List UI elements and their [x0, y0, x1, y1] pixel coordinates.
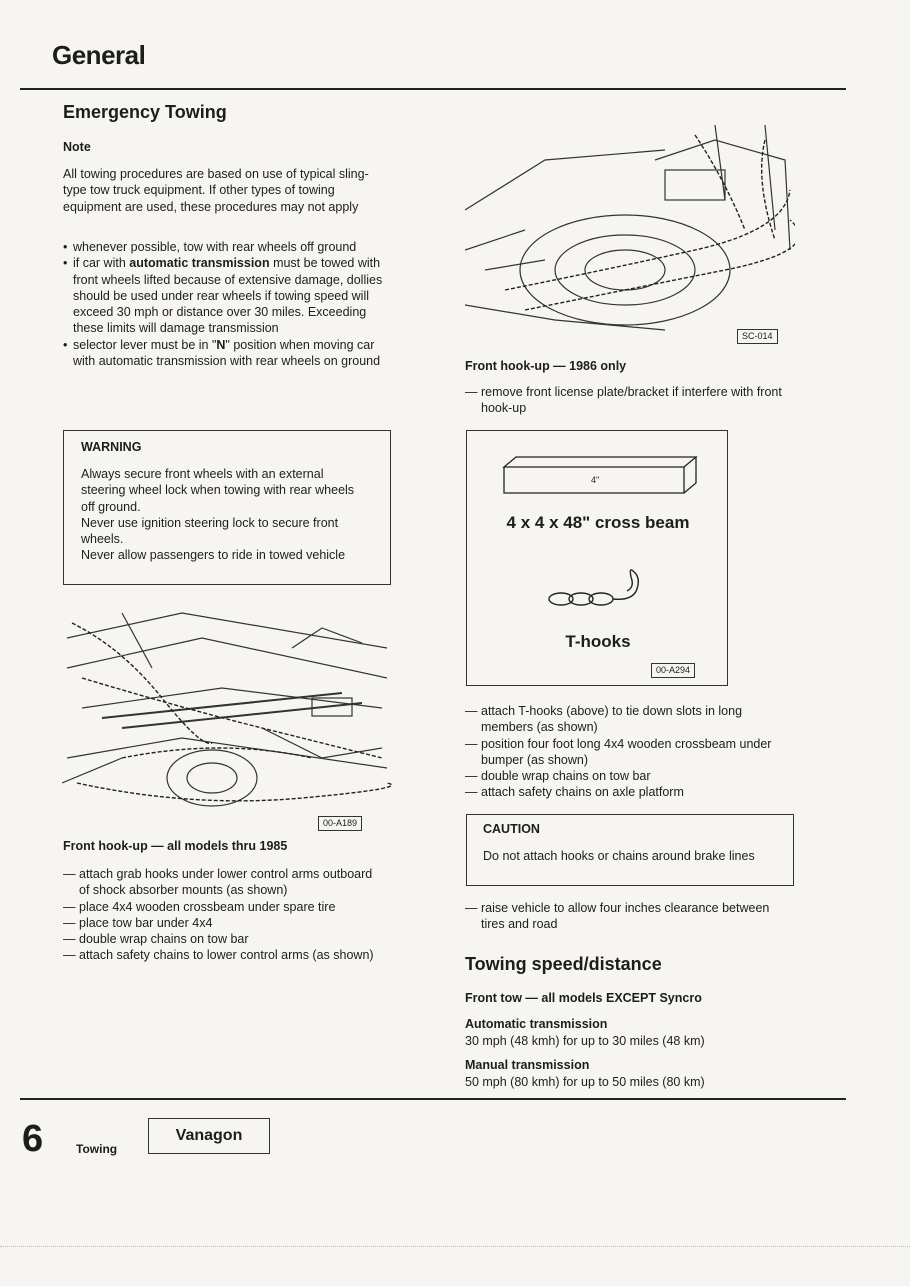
front-hookup-illustration	[62, 608, 392, 833]
figure-tag: SC-014	[737, 329, 778, 344]
figure-caption: Front hook-up — 1986 only	[465, 359, 627, 373]
equipment-box	[466, 430, 728, 686]
raise-step-list	[465, 900, 775, 933]
beam-dimension: 4"	[591, 475, 600, 485]
page-number: 6	[22, 1118, 44, 1160]
footer-divider	[20, 1098, 846, 1100]
warning-line: Always secure front wheels with an external steering wheel lock when towing with rear wheels off ground.	[81, 467, 355, 514]
towing-speed-heading: Towing speed/distance	[465, 954, 662, 974]
section-title: Emergency Towing	[63, 102, 227, 122]
list-item: — place 4x4 wooden crossbeam under spare tire	[63, 899, 383, 915]
hookup-steps-list	[63, 866, 383, 964]
hookup-1986-steps	[465, 384, 785, 417]
warning-line: Never use ignition steering lock to secure front wheels.	[81, 515, 339, 547]
note-heading: Note	[63, 140, 91, 154]
manual-transmission-heading: Manual transmission	[465, 1058, 590, 1072]
list-item: — double wrap chains on tow bar	[465, 768, 785, 784]
figure-caption: Front hook-up — all models thru 1985	[63, 839, 288, 853]
crossbeam-drawing	[500, 453, 700, 497]
list-item: • selector lever must be in "N" position when moving car with automatic transmission with rear wheels on ground	[63, 337, 388, 370]
note-text: All towing procedures are based on use of typical sling-type tow truck equipment. If other types of towing equipment are used, these procedures may not apply	[63, 167, 369, 214]
list-item: — attach safety chains to lower control arms (as shown)	[63, 947, 383, 963]
list-item: — raise vehicle to allow four inches clearance between tires and road	[465, 900, 775, 933]
warning-heading: WARNING	[81, 440, 142, 454]
warning-box	[63, 430, 391, 585]
list-item: — position four foot long 4x4 wooden crossbeam under bumper (as shown)	[465, 736, 785, 769]
list-item: • whenever possible, tow with rear wheels off ground	[63, 239, 388, 255]
caution-text: Do not attach hooks or chains around brake lines	[483, 849, 755, 863]
model-name: Vanagon	[148, 1118, 270, 1154]
footer-section-label: Towing	[76, 1142, 118, 1156]
warning-text	[81, 466, 371, 564]
chassis-chains-drawing	[62, 608, 392, 833]
auto-transmission-limit: 30 mph (48 kmh) for up to 30 miles (48 km)	[465, 1034, 705, 1048]
list-item: — attach T-hooks (above) to tie down slots in long members (as shown)	[465, 703, 785, 736]
list-item: — double wrap chains on tow bar	[63, 931, 383, 947]
list-item: — place tow bar under 4x4	[63, 915, 383, 931]
page-title: General	[52, 40, 146, 70]
list-item: — attach grab hooks under lower control arms outboard of shock absorber mounts (as shown)	[63, 866, 383, 899]
crossbeam-label: 4 x 4 x 48" cross beam	[506, 513, 690, 532]
towing-conditions-list	[63, 239, 388, 369]
figure-tag: 00-A294	[651, 663, 695, 678]
caution-heading: CAUTION	[483, 822, 540, 836]
manual-transmission-limit: 50 mph (80 kmh) for up to 50 miles (80 km)	[465, 1075, 705, 1089]
list-item: — attach safety chains on axle platform	[465, 784, 785, 800]
attachment-steps-list	[465, 703, 785, 801]
caution-box	[466, 814, 794, 886]
t-hook-drawing	[547, 565, 647, 611]
scan-edge	[0, 1246, 910, 1247]
list-item: • if car with automatic transmission must be towed with front wheels lifted because of extensive damage, dollies should be used under rear wheels if towing speed will exceed 30 mph or distance over 30 miles. Exceeding these limits will damage transmission	[63, 255, 388, 336]
header-divider	[20, 88, 846, 90]
warning-line: Never allow passengers to ride in towed vehicle	[81, 548, 346, 563]
list-item: — remove front license plate/bracket if interfere with front hook-up	[465, 384, 785, 417]
spare-tire-chains-drawing	[465, 120, 795, 345]
front-hookup-1986-illustration	[465, 120, 795, 345]
t-hooks-label: T-hooks	[565, 632, 631, 651]
figure-tag: 00-A189	[318, 816, 362, 831]
front-tow-heading: Front tow — all models EXCEPT Syncro	[465, 991, 702, 1005]
auto-transmission-heading: Automatic transmission	[465, 1017, 608, 1031]
